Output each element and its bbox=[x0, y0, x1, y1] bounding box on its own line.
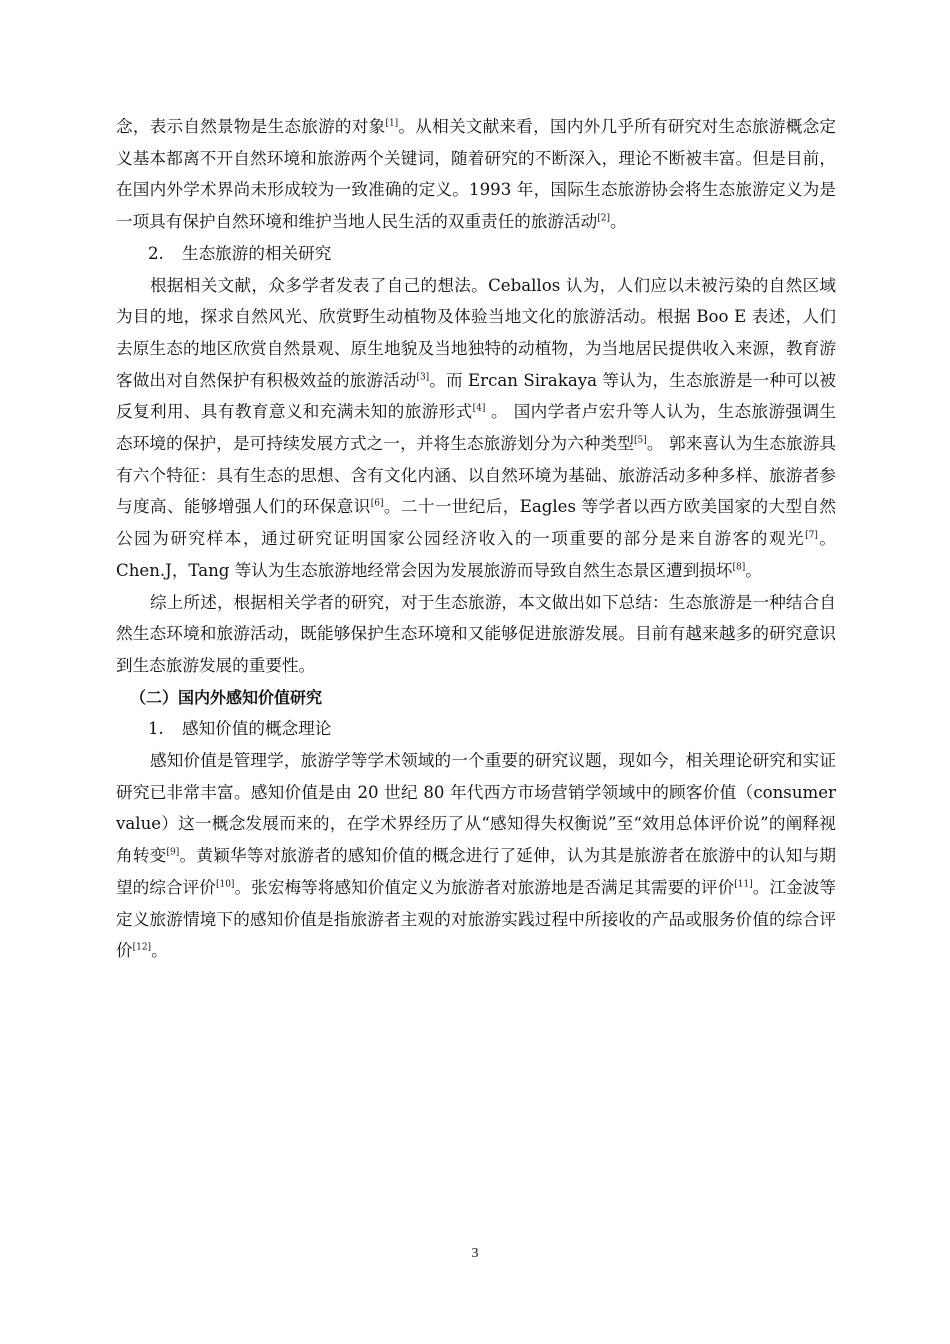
text-run: 。从相关文献来看，国内外几乎所有研究对生态旅游概念定义基本都离不开自然环境和旅游两个关键词，随着研究的不断深入，理论不断被丰富。但是目前，在国内外学术界尚未形成较为一致准确的定义。1993 年，国际生态旅游协会将生态旅游定义为是一项具有保护自然环境和维护当地人民生活的双重责任的旅游活动 bbox=[116, 117, 837, 232]
citation-ref: [1] bbox=[385, 118, 399, 129]
citation-ref: [3] bbox=[416, 372, 430, 383]
text-run: 念，表示自然景物是生态旅游的对象 bbox=[116, 117, 386, 136]
citation-ref: [5] bbox=[634, 435, 647, 446]
text-run: 。黄颖华等对旅游者的感知价值的概念进行了延伸，认为其是旅游者在旅游中的认知与期望的综合评价 bbox=[116, 846, 837, 897]
subheading-eco-tourism-research bbox=[116, 238, 836, 270]
citation-ref: [11] bbox=[734, 879, 753, 890]
page-number: 3 bbox=[471, 1246, 479, 1261]
page-body bbox=[116, 111, 836, 967]
text-run: 。江金波等定义旅游情境下的感知价值是指旅游者主观的对旅游实践过程中所接收的产品或服务价值的综合评价 bbox=[116, 877, 837, 961]
citation-ref: [8] bbox=[732, 562, 746, 573]
citation-ref: [7] bbox=[805, 530, 818, 541]
section-heading-perceived-value: （二）国内外感知价值研究 bbox=[130, 687, 323, 707]
text-run: 感知价值是管理学，旅游学等学术领域的一个重要的研究议题，现如今，相关理论研究和实证研究已非常丰富。感知价值是由 20 世纪 80 年代西方市场营销学领域中的顾客价值（consumer value）这一概念发展而来的，在学术界经历了从“感知得失权衡说”至“效用总体评价说”的阐释视角转变 bbox=[116, 751, 836, 866]
subheading-title: 感知价值的概念理论 bbox=[182, 719, 332, 739]
citation-ref: [4] bbox=[472, 403, 486, 414]
text-run: 。 bbox=[745, 560, 762, 580]
text-run: 根据相关文献，众多学者发表了自己的想法。Ceballos 认为，人们应以未被污染的自然区域为目的地，探求自然风光、欣赏野生动植物及体验当地文化的旅游活动。根据 Boo E 表述，人们去原生态的地区欣赏自然景观、原生地貌及当地独特的动植物，为当地居民提供收入来源，教育游客做出对自然保护有积极效益的旅游活动 bbox=[116, 275, 836, 390]
text-run: 。Chen.J，Tang 等认为生态旅游地经常会因为发展旅游而导致自然生态景区遭到损坏 bbox=[116, 529, 837, 580]
text-run: 。张宏梅等将感知价值定义为旅游者对旅游地是否满足其需要的评价 bbox=[234, 877, 735, 897]
paragraph-summary: 综上所述，根据相关学者的研究，对于生态旅游，本文做出如下总结：生态旅游是一种结合自然生态环境和旅游活动，既能够保护生态环境和又能够促进旅游发展。目前有越来越多的研究意识到生态旅游发展的重要性。 bbox=[116, 592, 836, 675]
citation-ref: [9] bbox=[166, 847, 180, 858]
text-run: 。而 Ercan Sirakaya 等认为，生态旅游是一种可以被反复利用、具有教育意义和充满未知的旅游形式 bbox=[116, 370, 836, 422]
paragraph-literature-review bbox=[116, 270, 836, 587]
citation-ref: [12] bbox=[132, 942, 152, 953]
paragraph-definition-continued bbox=[116, 111, 836, 238]
subheading-perceived-value-concept bbox=[116, 713, 836, 745]
subheading-title: 生态旅游的相关研究 bbox=[182, 243, 332, 263]
paragraph-perceived-value bbox=[116, 745, 836, 967]
text-run: 。二十一世纪后，Eagles 等学者以西方欧美国家的大型自然公园为研究样本，通过研究证明国家公园经济收入的一项重要的部分是来自游客的观光 bbox=[116, 497, 837, 549]
text-run: 。 国内学者卢宏升等人认为，生态旅游强调生态环境的保护，是可持续发展方式之一，并将生态旅游划分为六种类型 bbox=[116, 402, 836, 454]
text-run: 。 郭来喜认为生态旅游具有六个特征：具有生态的思想、含有文化内涵、以自然环境为基础、旅游活动多种多样、旅游者参与度高、能够增强人们的环保意识 bbox=[116, 434, 837, 517]
citation-ref: [6] bbox=[370, 498, 384, 509]
subheading-number: 1. bbox=[148, 719, 164, 739]
citation-ref: [10] bbox=[215, 879, 235, 890]
text-run: 。 bbox=[609, 212, 627, 232]
text-run: 。 bbox=[151, 941, 168, 961]
subheading-number: 2. bbox=[148, 243, 164, 263]
citation-ref: [2] bbox=[597, 213, 610, 224]
